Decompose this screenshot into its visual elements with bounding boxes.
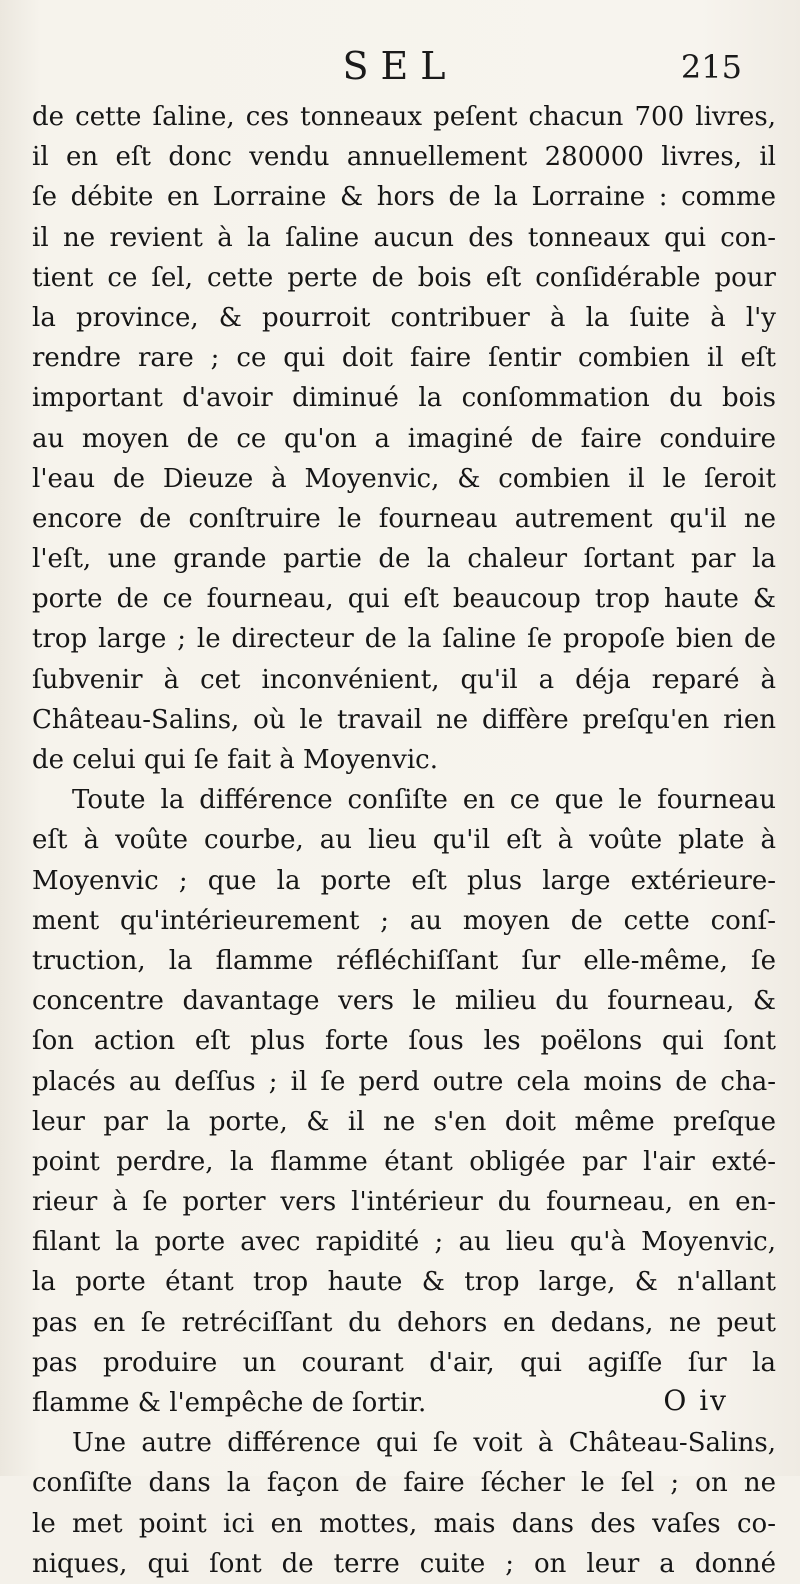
text-line: pas produire un courant d'air, qui agiſſe ſur la [32,1347,776,1378]
signature-mark: O iv [663,1384,728,1417]
text-line: important d'avoir diminué la conſommation du bois [32,383,776,414]
body-text [32,97,776,1584]
text-line: filant la porte avec rapidité ; au lieu qu'à Moyenvic, [32,1227,776,1258]
text-line: ſe débite en Lorraine & hors de la Lorraine : comme [32,182,776,213]
text-line: flamme & l'empêche de ſortir. [32,1388,427,1418]
text-line: Moyenvic ; que la porte eſt plus large extérieure- [32,865,776,896]
text-line: Château-Salins, où le travail ne diffère preſqu'en rien [32,704,776,735]
text-line: ſubvenir à cet inconvénient, qu'il a déja reparé à [32,664,776,695]
text-line: de cette ſaline, ces tonneaux peſent chacun 700 livres, [32,102,776,132]
text-line: ment qu'intérieurement ; au moyen de cette conſ- [32,905,776,936]
text-line: eſt à voûte courbe, au lieu qu'il eſt à voûte plate à [32,825,776,856]
text-line: conſiſte dans la façon de faire ſécher le ſel ; on ne [32,1468,776,1499]
text-line: truction, la flamme réfléchiſſant ſur elle-même, ſe [32,945,776,976]
running-title: SEL [342,44,458,88]
text-line: leur par la porte, & il ne s'en doit même preſque [32,1106,776,1137]
text-line: ſon action eſt plus forte ſous les poëlons qui ſont [32,1026,776,1057]
page-header [0,44,800,94]
paragraph-start-line: Une autre différence qui ſe voit à Château-Salins, [72,1428,776,1459]
text-line: rendre rare ; ce qui doit faire ſentir combien il eſt [32,343,776,374]
text-line: l'eſt, une grande partie de la chaleur ſortant par la [32,544,776,575]
page-number: 215 [680,48,742,86]
text-line: au moyen de ce qu'on a imaginé de faire conduire [32,423,776,454]
text-line: encore de conſtruire le fourneau autrement qu'il ne [32,503,776,534]
text-line: tient ce ſel, cette perte de bois eſt conſidérable pour [32,262,776,293]
text-line: pas en ſe retréciſſant du dehors en dedans, ne peut [32,1307,776,1338]
text-line: la province, & pourroit contribuer à la ſuite à l'y [32,302,776,333]
text-line: il ne revient à la ſaline aucun des tonneaux qui con- [32,222,776,253]
text-line: point perdre, la flamme étant obligée par l'air exté- [32,1146,776,1177]
paragraph-start-line: Toute la différence conſiſte en ce que le fourneau [72,785,776,816]
text-line: la porte étant trop haute & trop large, & n'allant [32,1267,776,1298]
text-line: de celui qui ſe fait à Moyenvic. [32,745,438,775]
text-line: porte de ce fourneau, qui eſt beaucoup trop haute & [32,584,776,615]
text-line: il en eſt donc vendu annuellement 280000 livres, il [32,142,776,173]
text-line: niques, qui ſont de terre cuite ; on leur a donné [32,1548,776,1579]
text-line: trop large ; le directeur de la ſaline ſe propoſe bien de [32,624,776,655]
text-line: concentre davantage vers le milieu du fourneau, & [32,986,776,1017]
text-line: placés au deſſus ; il ſe perd outre cela moins de cha- [32,1066,776,1097]
text-line: l'eau de Dieuze à Moyenvic, & combien il le ſeroit [32,463,776,494]
text-line: le met point ici en mottes, mais dans des vaſes co- [32,1508,776,1539]
text-line: rieur à ſe porter vers l'intérieur du fourneau, en en- [32,1187,776,1218]
